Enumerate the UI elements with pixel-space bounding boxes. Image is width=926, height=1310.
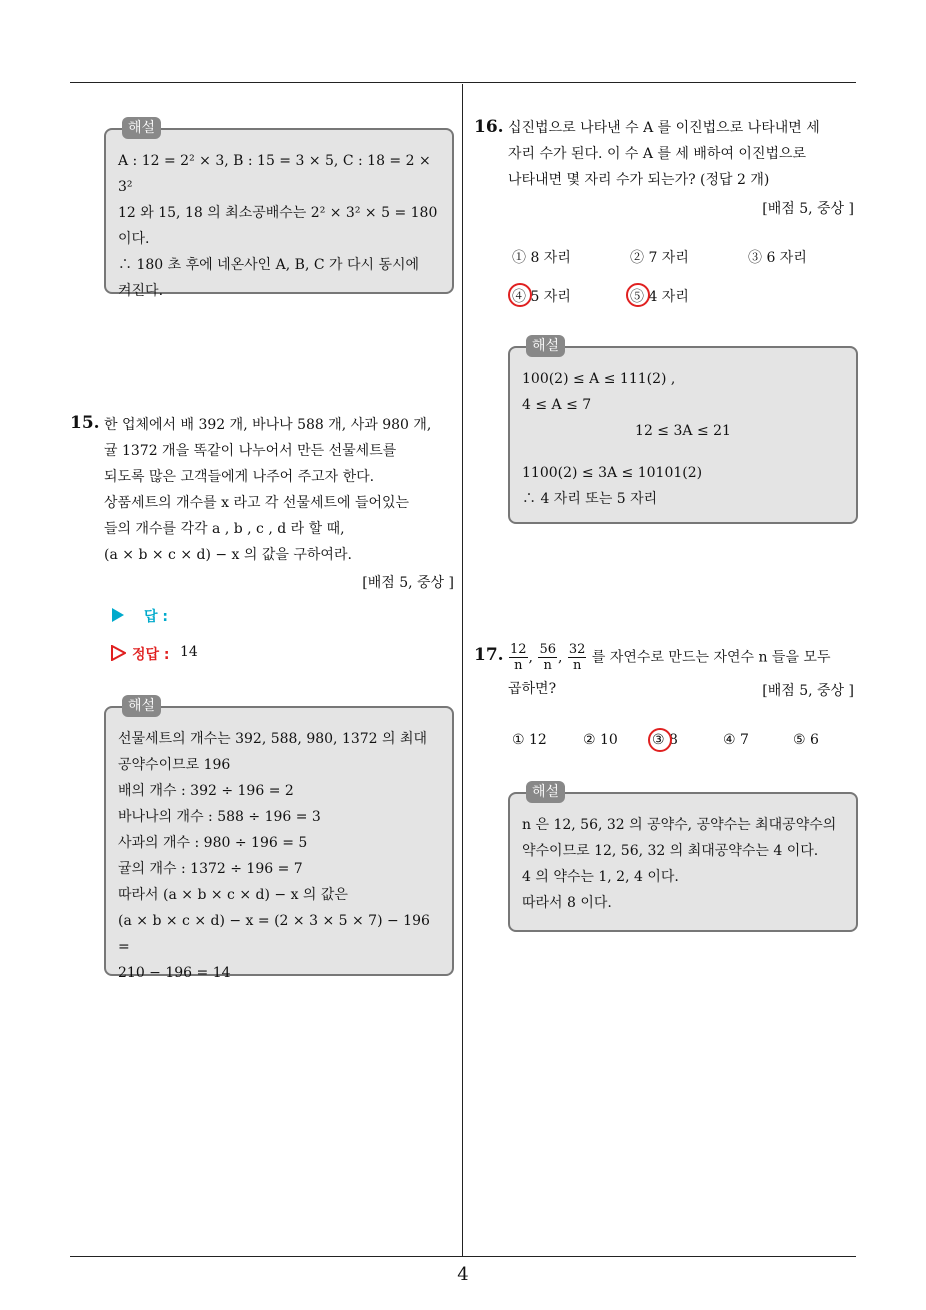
fraction: $\frac{56}{n}$ <box>539 642 556 673</box>
q17-text: $\frac{12}{n}$ , $\frac{56}{n}$ , $\frac{32}{n}$ 를 자연수로 만드는 자연수 n 들을 모두 <box>510 642 831 673</box>
q17-number: 17. <box>474 645 504 665</box>
q17-choice-3[interactable]: ③ 8 <box>652 732 678 748</box>
page-number: 4 <box>457 1264 469 1285</box>
solution-line: 이다. <box>118 231 150 247</box>
fraction: $\frac{32}{n}$ <box>568 642 586 673</box>
solution-line: 따라서 (a × b × c × d) − x 의 값은 <box>118 887 348 903</box>
q17-line: 를 자연수로 만드는 자연수 n 들을 모두 <box>591 649 831 666</box>
solution-line: 사과의 개수 : 980 ÷ 196 = 5 <box>118 835 308 851</box>
solution-line: 약수이므로 12, 56, 32 의 최대공약수는 4 이다. <box>522 843 819 859</box>
q16-score-meta: [배점 5, 중상 ] <box>762 201 854 217</box>
q16-choice-5[interactable]: ⑤ 4 자리 <box>630 289 689 305</box>
q16-text <box>508 115 860 193</box>
q15-solution-box <box>104 698 454 981</box>
solution-line: 210 − 196 = 14 <box>118 965 231 981</box>
q16-choice-2[interactable]: ② 7 자리 <box>630 250 689 266</box>
solution-line: A : 12 = 2² × 3, B : 15 = 3 × 5, C : 18 = 2 × 3² <box>118 153 431 195</box>
solution-line: 1100(2) ≤ 3A ≤ 10101(2) <box>522 465 703 481</box>
solution-line: 4 ≤ A ≤ 7 <box>522 397 592 413</box>
correct-label: 정답 : <box>132 647 170 663</box>
solution-line: 100(2) ≤ A ≤ 111(2) , <box>522 371 676 387</box>
q15-score-meta: [배점 5, 중상 ] <box>362 575 454 591</box>
correct-value: 14 <box>180 644 198 660</box>
solution-tag: 해설 <box>526 781 565 803</box>
solution-line: 선물세트의 개수는 392, 588, 980, 1372 의 최대 <box>118 731 428 747</box>
fraction: $\frac{12}{n}$ <box>510 642 527 673</box>
q17-score-meta: [배점 5, 중상 ] <box>762 683 854 699</box>
answer-label: 답 : <box>144 609 168 625</box>
q16-line: 자리 수가 된다. 이 수 A 를 세 배하여 이진법으로 <box>508 146 807 162</box>
q17-choice-2[interactable]: ② 10 <box>583 732 618 748</box>
prev-solution-box <box>104 120 454 299</box>
q15-line: 상품세트의 개수를 x 라고 각 선물세트에 들어있는 <box>104 495 410 511</box>
q16-choice-1[interactable]: ① 8 자리 <box>512 250 571 266</box>
q17-choice-5[interactable]: ⑤ 6 <box>793 732 819 748</box>
q15-line: 한 업체에서 배 392 개, 바나나 588 개, 사과 980 개, <box>104 417 432 433</box>
solution-line: 바나나의 개수 : 588 ÷ 196 = 3 <box>118 809 321 825</box>
q17-solution-box <box>508 784 858 932</box>
q16-line: 나타내면 몇 자리 수가 되는가? (정답 2 개) <box>508 172 770 188</box>
solution-tag: 해설 <box>526 335 565 357</box>
solution-line: 배의 개수 : 392 ÷ 196 = 2 <box>118 783 294 799</box>
q15-number: 15. <box>70 413 100 433</box>
solution-line: 4 의 약수는 1, 2, 4 이다. <box>522 869 679 885</box>
column-divider <box>462 84 463 1256</box>
q16-solution-box <box>508 338 858 524</box>
answer-marker-icon <box>112 608 124 622</box>
bottom-rule <box>70 1256 856 1257</box>
solution-line: (a × b × c × d) − x = (2 × 3 × 5 × 7) − 196 = <box>118 913 430 955</box>
correct-marker-icon <box>110 645 126 661</box>
q17-line2: 곱하면? <box>508 681 557 697</box>
solution-line: 따라서 8 이다. <box>522 895 612 911</box>
q16-choice-3[interactable]: ③ 6 자리 <box>748 250 807 266</box>
top-rule <box>70 82 856 83</box>
solution-line: 귤의 개수 : 1372 ÷ 196 = 7 <box>118 861 303 877</box>
solution-line: 12 와 15, 18 의 최소공배수는 2² × 3² × 5 = 180 <box>118 205 438 221</box>
selected-circle-icon <box>626 283 650 307</box>
q16-choice-4[interactable]: ④ 5 자리 <box>512 289 571 305</box>
q15-line: (a × b × c × d) − x 의 값을 구하여라. <box>104 547 352 563</box>
solution-line: ∴ 4 자리 또는 5 자리 <box>522 491 658 507</box>
q16-line: 십진법으로 나타낸 수 A 를 이진법으로 나타내면 세 <box>508 120 820 136</box>
solution-line: 12 ≤ 3A ≤ 21 <box>635 423 731 439</box>
solution-tag: 해설 <box>122 117 161 139</box>
solution-line: 공약수이므로 196 <box>118 757 231 773</box>
solution-line: 켜진다. <box>118 283 164 299</box>
q15-text <box>104 412 456 568</box>
q17-choice-4[interactable]: ④ 7 <box>723 732 749 748</box>
q17-choice-1[interactable]: ① 12 <box>512 732 547 748</box>
q15-line: 되도록 많은 고객들에게 나주어 주고자 한다. <box>104 469 375 485</box>
selected-circle-icon <box>508 283 532 307</box>
q16-number: 16. <box>474 117 504 137</box>
selected-circle-icon <box>648 728 672 752</box>
solution-tag: 해설 <box>122 695 161 717</box>
solution-line: ∴ 180 초 후에 네온사인 A, B, C 가 다시 동시에 <box>118 257 420 273</box>
solution-line: n 은 12, 56, 32 의 공약수, 공약수는 최대공약수의 <box>522 817 837 833</box>
q15-line: 들의 개수를 각각 a , b , c , d 라 할 때, <box>104 521 345 537</box>
q15-line: 귤 1372 개을 똑같이 나누어서 만든 선물세트를 <box>104 443 397 459</box>
